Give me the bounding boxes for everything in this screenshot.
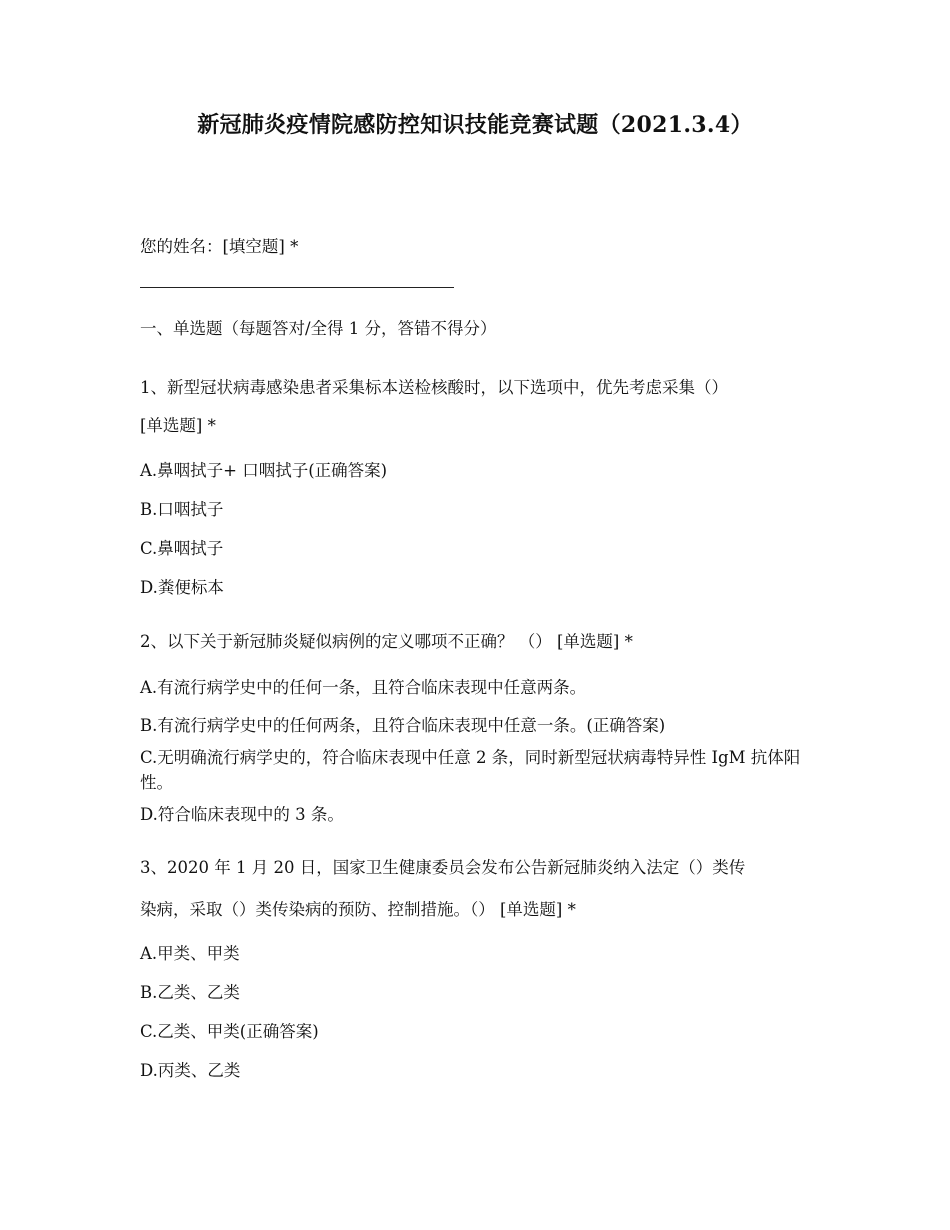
question-3-stem-line2: 染病，采取（）类传染病的预防、控制措施。（） [单选题] *	[140, 900, 576, 919]
question-1-option-c[interactable]: C.鼻咽拭子	[140, 539, 224, 558]
question-3-option-b[interactable]: B.乙类、乙类	[140, 983, 240, 1002]
question-2-option-c[interactable]: C.无明确流行病学史的，符合临床表现中任意 2 条，同时新型冠状病毒特异性 IgM 抗体阳性。	[140, 748, 801, 792]
question-2-option-a[interactable]: A.有流行病学史中的任何一条，且符合临床表现中任意两条。	[140, 678, 587, 697]
question-1-stem-line2: [单选题] *	[140, 416, 216, 435]
question-1-stem-line1: 1、新型冠状病毒感染患者采集标本送检核酸时，以下选项中，优先考虑采集（）	[140, 378, 728, 397]
question-3-option-a[interactable]: A.甲类、甲类	[140, 944, 240, 963]
name-field-blank[interactable]	[140, 287, 454, 288]
survey-content	[140, 236, 820, 1082]
question-1-option-d[interactable]: D.粪便标本	[140, 578, 224, 597]
question-1-option-b[interactable]: B.口咽拭子	[140, 500, 224, 519]
question-2-stem: 2、以下关于新冠肺炎疑似病例的定义哪项不正确？ （） [单选题] *	[140, 632, 633, 651]
question-3-option-c[interactable]: C.乙类、甲类(正确答案)	[140, 1022, 319, 1041]
question-3-option-d[interactable]: D.丙类、乙类	[140, 1061, 241, 1080]
question-3-stem-line1: 3、2020 年 1 月 20 日，国家卫生健康委员会发布公告新冠肺炎纳入法定（）类传	[140, 858, 746, 877]
section-heading: 一、单选题（每题答对/全得 1 分，答错不得分）	[140, 319, 497, 338]
name-field-label: 您的姓名：[填空题] *	[140, 237, 299, 256]
question-2-option-d[interactable]: D.符合临床表现中的 3 条。	[140, 805, 344, 824]
question-1-option-a[interactable]: A.鼻咽拭子+ 口咽拭子(正确答案)	[140, 461, 388, 480]
document-title: 新冠肺炎疫情院感防控知识技能竞赛试题（2021.3.4）	[197, 112, 753, 138]
question-2-option-b[interactable]: B.有流行病学史中的任何两条，且符合临床表现中任意一条。(正确答案)	[140, 716, 666, 735]
